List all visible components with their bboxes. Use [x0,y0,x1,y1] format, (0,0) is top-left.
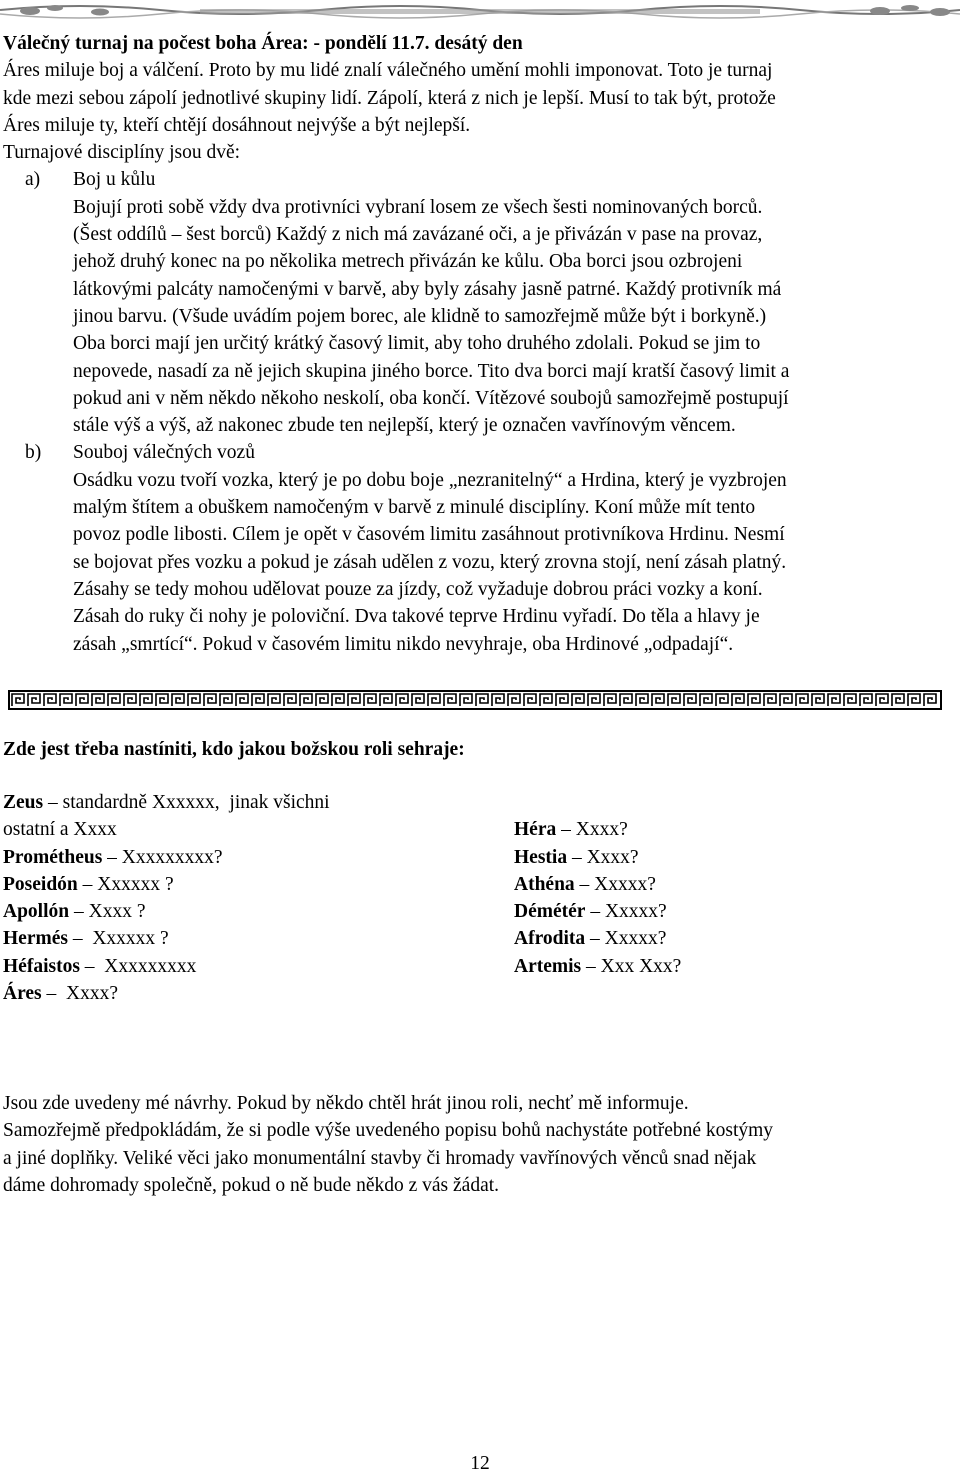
meander-unit [172,694,184,706]
meander-unit [844,694,856,706]
gods-right-column [514,816,944,980]
meander-unit [348,694,360,706]
god-role-row [3,816,493,843]
meander-unit [268,694,280,706]
discipline-line: zásah „smrtící“. Pokud v časovém limitu nikdo nevyhraje, oba Hrdinové „odpadají“. [73,633,734,655]
meander-unit [796,694,808,706]
meander-unit [108,694,120,706]
discipline-line: malým štítem a obuškem namočeným v barvě z minulé disciplíny. Koní může mít tento [73,497,756,519]
discipline-line: Bojují proti sobě vždy dva protivníci vybraní losem ze všech šesti nominovaných borců. [73,196,763,218]
meander-unit [684,694,696,706]
discipline-line: Zásah do ruky či nohy je poloviční. Dva takové teprve Hrdinu vyřadí. Do těla a hlavy je [73,606,760,628]
list-marker: b) [25,442,42,464]
meander-unit [140,694,152,706]
list-marker: a) [25,169,41,191]
gods-left-column [3,789,493,1007]
discipline-item [3,439,948,657]
god-role-row [514,953,944,980]
meander-unit [92,694,104,706]
meander-unit [860,694,872,706]
discipline-line: Zásahy se tedy mohou udělovat pouze za jízdy, což vyžaduje dobrou práci vozky a koní. [73,578,763,600]
god-assignee: Xxxx ? [88,901,146,923]
god-name: Zeus [3,792,44,813]
meander-unit [188,694,200,706]
meander-unit [28,694,40,706]
god-name: Hermés [3,928,68,950]
god-separator: – [43,792,63,813]
meander-unit [828,694,840,706]
god-assignee: Xxxxxx ? [97,873,174,895]
meander-unit [412,694,424,706]
roles-heading: Zde jest třeba nastíniti, kdo jakou božskou roli sehraje: [3,739,465,760]
meander-unit [876,694,888,706]
god-assignee: standardně Xxxxxx, jinak všichni [62,792,330,813]
god-separator: – [574,873,595,895]
god-separator: – [67,928,93,950]
god-assignee: Xxxxx? [604,928,667,950]
document-body [3,30,948,658]
discipline-line: jinou barvu. (Všude uvádím pojem borec, ale klidně to samozřejmě může být i borkyně.) [73,305,767,327]
meander-unit [620,694,632,706]
god-separator: – [585,928,605,950]
god-separator: – [69,901,89,923]
meander-unit [924,694,936,706]
god-role-row [3,925,493,952]
discipline-line: stále výš a výš, až nakonec zbude ten nejlepší, který je označen vavřínovým věncem. [73,415,736,437]
meander-unit [908,694,920,706]
god-separator: – [581,955,601,977]
god-assignee: Xxxxxxxxx [104,955,197,977]
meander-unit [60,694,72,706]
discipline-item [3,166,948,439]
meander-unit [764,694,776,706]
discipline-line: nepovede, nasadí za ně jejich skupina jiného borce. Tito dva borci mají kratší časový limit a [73,360,790,382]
meander-unit [396,694,408,706]
meander-unit [220,694,232,706]
meander-unit [748,694,760,706]
meander-unit [700,694,712,706]
meander-unit [156,694,168,706]
god-separator: – [102,846,122,868]
meander-unit [572,694,584,706]
god-assignee: Xxxxx? [594,873,656,895]
discipline-line: se bojovat přes vozku a pokud je zásah udělen z vozu, který zrovna stojí, není zásah platný. [73,551,787,573]
discipline-line: jehož druhý konec na po několika metrech přivázán ke kůlu. Oba borci jsou ozbrojeni [73,251,743,273]
god-role-row [3,980,493,1007]
meander-unit [492,694,504,706]
god-separator: – [567,846,587,868]
meander-unit [300,694,312,706]
meander-unit [236,694,248,706]
discipline-line: povoz podle libosti. Cílem je opět v časovém limitu zasáhnout protivníkova Hrdinu. Nesmí [73,524,785,546]
god-assignee: Xxxxx? [604,901,667,923]
meander-unit [12,694,24,706]
god-assignee: Xxxx? [586,846,639,868]
god-assignee: ostatní a Xxxx [3,819,117,841]
god-name: Apollón [3,901,70,923]
meander-unit [668,694,680,706]
god-role-row [514,898,944,925]
gods-roles-list [3,789,948,1019]
god-role-row [3,844,493,871]
god-assignee: Xxx Xxx? [600,955,682,977]
discipline-list [3,166,948,657]
document-heading: Válečný turnaj na počest boha Área: - pondělí 11.7. desátý den [3,33,523,54]
god-separator: – [41,983,67,1005]
meander-unit [892,694,904,706]
god-name: Artemis [514,955,582,977]
intro-paragraph [3,57,948,166]
intro-line: Áres miluje boj a válčení. Proto by mu lidé znalí válečného umění mohli imponovat. Toto je turnaj [3,60,773,82]
intro-line: Turnajové disciplíny jsou dvě: [3,142,241,164]
god-assignee: Xxxx? [575,819,628,841]
god-name: Hestia [514,846,568,868]
god-role-row [514,871,944,898]
intro-line: Áres miluje ty, kteří chtějí dosáhnout nejvýše a být nejlepší. [3,114,471,136]
greek-meander-border [8,690,942,710]
god-name: Héfaistos [3,955,80,977]
meander-unit [716,694,728,706]
god-role-row [514,816,944,843]
meander-unit [44,694,56,706]
meander-unit [652,694,664,706]
discipline-line: (Šest oddílů – šest borců) Každý z nich má zavázané oči, a je přivázán v pase na provaz, [73,224,763,246]
god-separator: – [79,955,105,977]
god-name: Poseidón [3,873,78,895]
god-assignee: Xxxx? [66,983,119,1005]
meander-unit [476,694,488,706]
meander-unit [284,694,296,706]
god-separator: – [556,819,576,841]
meander-unit [636,694,648,706]
god-role-row [514,925,944,952]
god-name: Athéna [514,873,575,895]
meander-unit [540,694,552,706]
god-role-row [3,871,493,898]
god-role-row [3,789,493,816]
god-role-row [514,844,944,871]
meander-unit [812,694,824,706]
meander-unit [364,694,376,706]
meander-unit [780,694,792,706]
god-assignee: Xxxxxx ? [92,928,169,950]
page-number: 12 [470,1453,490,1474]
closing-paragraph [3,1090,948,1199]
god-separator: – [77,873,98,895]
discipline-line: Osádku vozu tvoří vozka, který je po dobu boje „nezranitelný“ a Hrdina, který je vyzbrojen [73,469,787,491]
meander-unit [604,694,616,706]
god-name: Héra [514,819,557,841]
god-assignee: Xxxxxxxxx? [121,846,223,868]
discipline-title: Boj u kůlu [73,169,156,191]
roles-section [3,736,948,763]
closing-line: a jiné doplňky. Veliké věci jako monumentální stavby či hromady vavřínových věnců snad nějak [3,1147,757,1169]
meander-unit [380,694,392,706]
discipline-title: Souboj válečných vozů [73,442,255,464]
meander-unit [588,694,600,706]
discipline-line: pokud ani v něm někdo někoho neskolí, oba končí. Vítězové soubojů samozřejmě postupují [73,387,789,409]
meander-unit [204,694,216,706]
meander-unit [524,694,536,706]
meander-unit [460,694,472,706]
meander-unit [428,694,440,706]
meander-unit [252,694,264,706]
god-name: Démétér [514,901,586,923]
discipline-line: Oba borci mají jen určitý krátký časový limit, aby toho druhého zdolali. Pokud se jim to [73,333,761,355]
meander-unit [556,694,568,706]
god-separator: – [585,901,605,923]
meander-unit [316,694,328,706]
god-name: Áres [3,983,42,1005]
meander-unit [732,694,744,706]
god-role-row [3,898,493,925]
god-name: Afrodita [514,928,586,950]
god-role-row [3,953,493,980]
meander-unit [76,694,88,706]
intro-line: kde mezi sebou zápolí jednotlivé skupiny lidí. Zápolí, která z nich je lepší. Musí to tak být, protože [3,87,776,109]
god-name: Prométheus [3,846,103,868]
closing-line: Samozřejmě předpokládám, že si podle výše uvedeného popisu bohů nachystáte potřebné kostýmy [3,1120,774,1142]
laurel-scroll-ornament [0,0,960,24]
meander-unit [332,694,344,706]
closing-line: Jsou zde uvedeny mé návrhy. Pokud by někdo chtěl hrát jinou roli, nechť mě informuje. [3,1093,689,1114]
meander-unit [508,694,520,706]
meander-unit [444,694,456,706]
discipline-line: látkovými palcáty namočenými v barvě, aby byly zásahy jasně patrné. Každý protivník má [73,278,782,300]
closing-line: dáme dohromady společně, pokud o ně bude někdo z vás žádat. [3,1174,500,1196]
meander-unit [124,694,136,706]
